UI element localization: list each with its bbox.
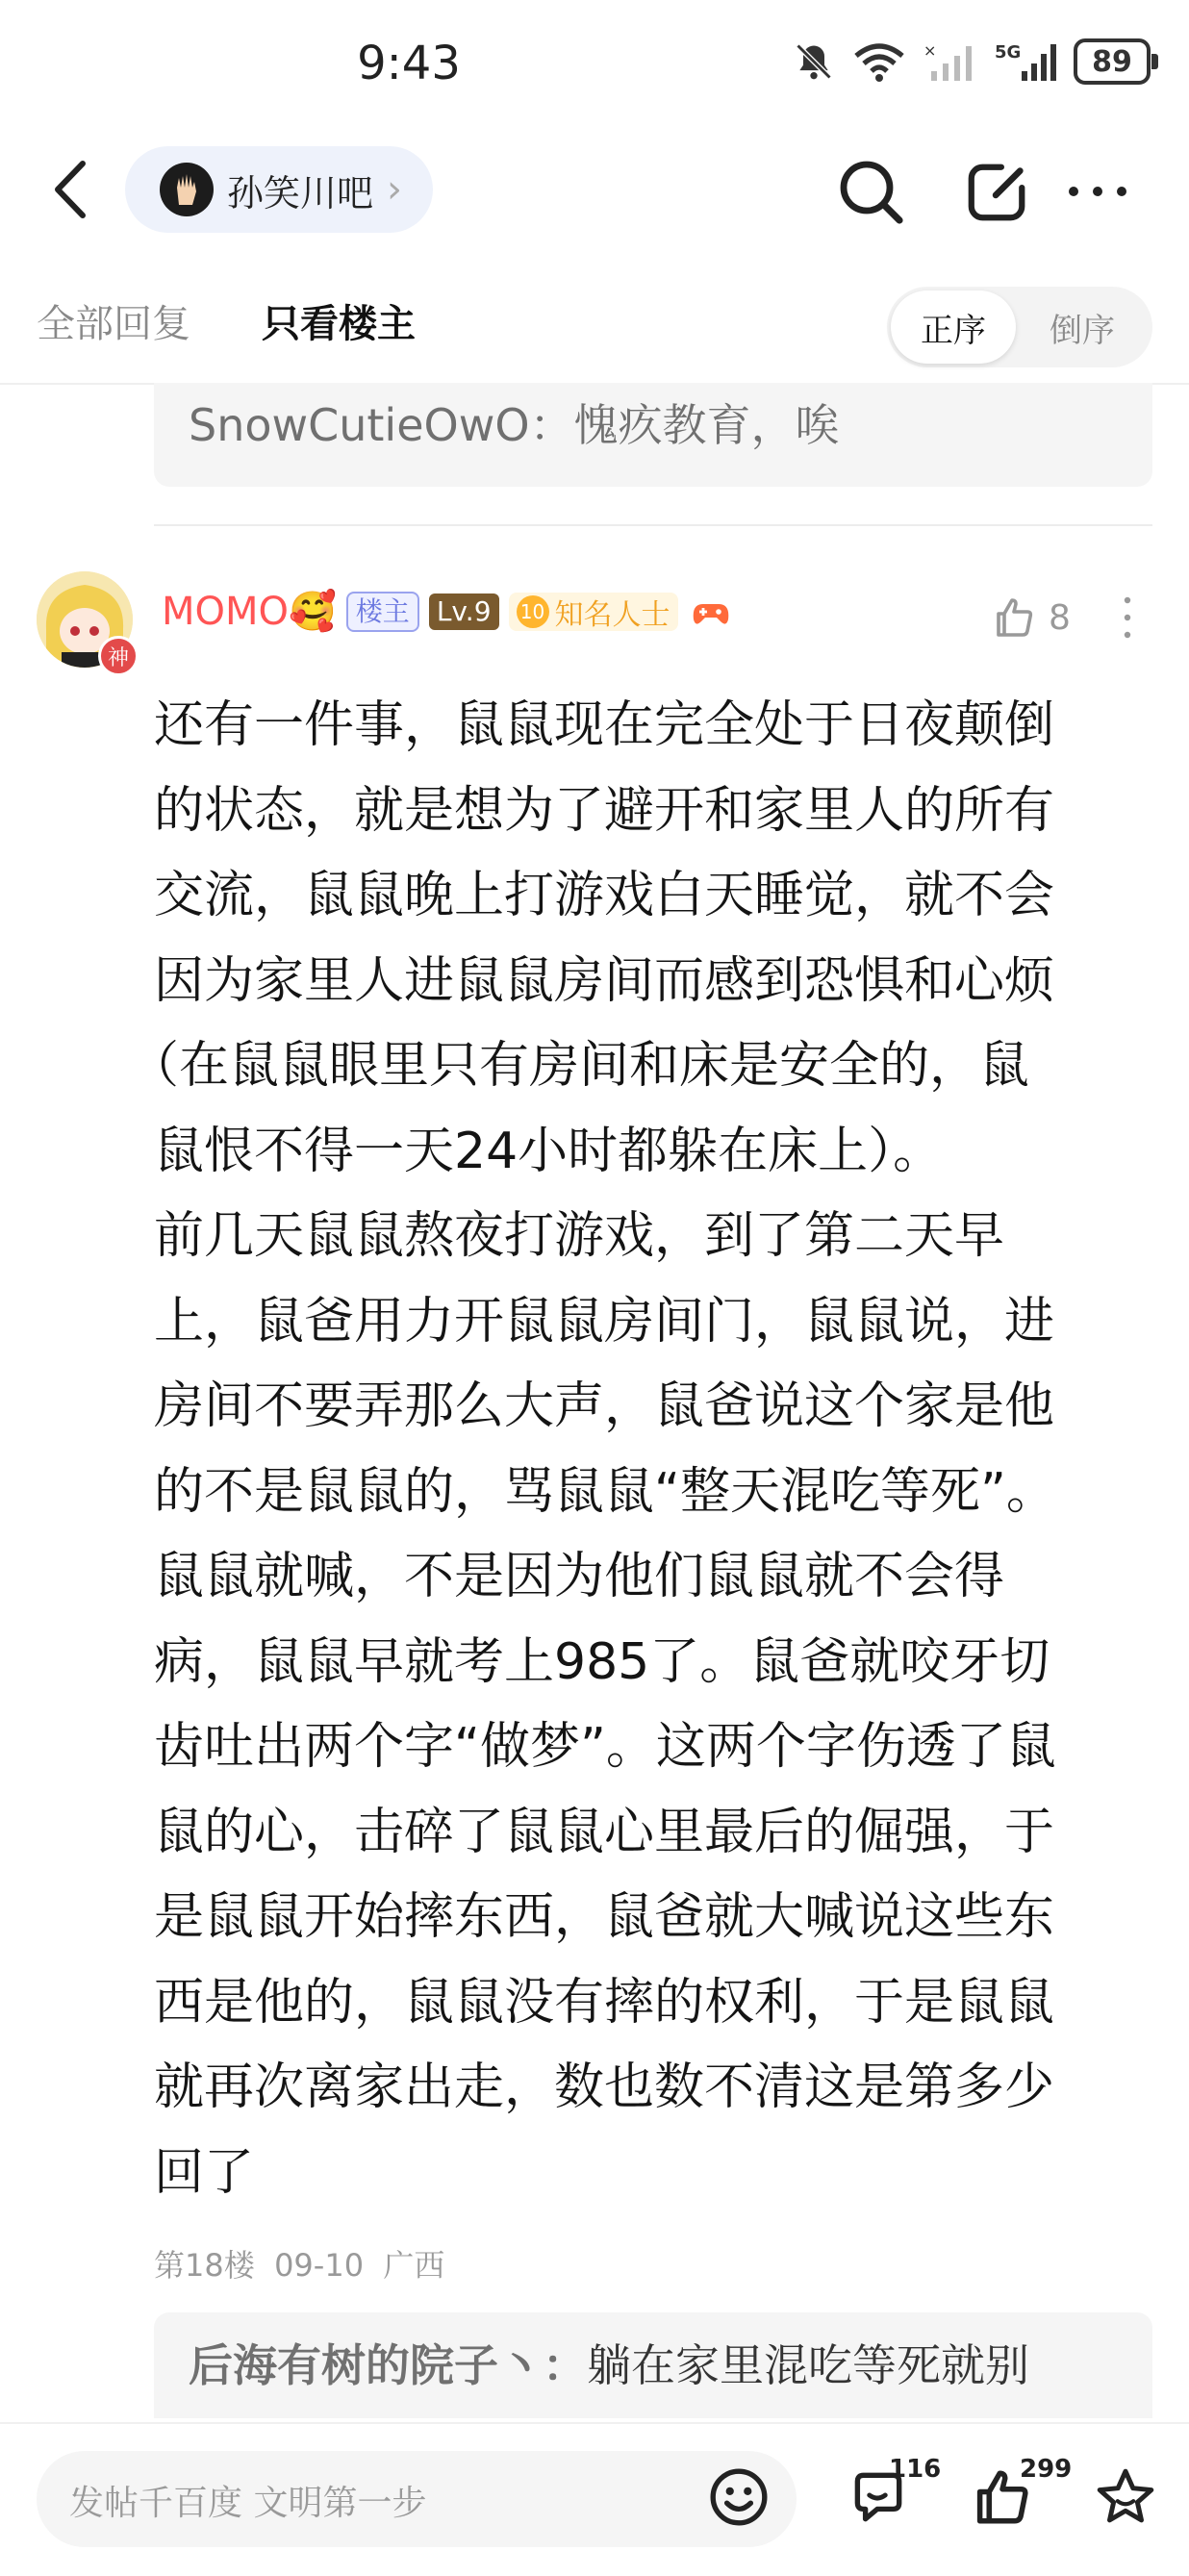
tab-owner-only[interactable]: 只看楼主 bbox=[262, 302, 416, 346]
more-vertical-icon bbox=[1116, 594, 1139, 643]
post-line: 房间不要弄那么大声，鼠爸说这个家是他 bbox=[154, 1377, 1055, 1435]
post-line: 还有一件事，鼠鼠现在完全处于日夜颠倒 bbox=[154, 696, 1055, 754]
post-line: 鼠鼠就喊，不是因为他们鼠鼠就不会得 bbox=[154, 1548, 1005, 1605]
sub-reply-author[interactable]: 后海有树的院子丶： bbox=[189, 2339, 587, 2391]
sub-reply-previous[interactable]: SnowCutieOwO：愧疚教育，唉 bbox=[154, 383, 1152, 487]
post-like-count: 8 bbox=[1049, 597, 1071, 638]
post-line: 的状态，就是想为了避开和家里人的所有 bbox=[154, 781, 1055, 840]
fame-title: 知名人士 bbox=[554, 597, 670, 632]
emoji-button[interactable] bbox=[700, 2459, 777, 2536]
post-content bbox=[129, 683, 1154, 2215]
sub-reply-next[interactable] bbox=[154, 2312, 1152, 2418]
status-time: 9:43 bbox=[357, 37, 461, 90]
wifi-icon bbox=[852, 40, 906, 83]
comment-count: 116 bbox=[889, 2455, 942, 2484]
favorite-button[interactable] bbox=[1087, 2459, 1164, 2536]
post-more-button[interactable] bbox=[1116, 594, 1139, 643]
like-count: 299 bbox=[1020, 2455, 1073, 2484]
post-line: 前几天鼠鼠熬夜打游戏，到了第二天早 bbox=[154, 1207, 1005, 1265]
fame-badge bbox=[509, 593, 678, 631]
username[interactable]: MOMO🥰 bbox=[162, 590, 337, 634]
chevron-left-icon bbox=[42, 156, 100, 223]
signal-6g-icon bbox=[923, 40, 977, 83]
more-horizontal-icon bbox=[1064, 182, 1131, 201]
svg-text:5G: 5G bbox=[995, 42, 1022, 63]
chevron-right-icon: › bbox=[387, 167, 403, 212]
post-meta: 第18楼 09-10 广西 bbox=[154, 2247, 445, 2284]
post-line: 就再次离家出走，数也数不清这是第多少 bbox=[154, 2058, 1055, 2116]
post-line: 是鼠鼠开始摔东西，鼠爸就大喊说这些东 bbox=[154, 1888, 1055, 1946]
post-line: 鼠恨不得一天24小时都躲在床上）。 bbox=[154, 1122, 944, 1180]
status-icons bbox=[793, 38, 1151, 85]
more-button[interactable] bbox=[1060, 154, 1135, 229]
back-button[interactable] bbox=[42, 156, 100, 223]
owner-badge: 楼主 bbox=[346, 592, 419, 632]
level-badge: Lv.9 bbox=[429, 593, 499, 630]
sub-reply-text: 躺在家里混吃等死就别 bbox=[587, 2339, 1029, 2391]
mute-bell-icon bbox=[793, 40, 835, 83]
post-line: （在鼠鼠眼里只有房间和床是安全的，鼠 bbox=[129, 1037, 1030, 1095]
forum-avatar bbox=[160, 163, 214, 216]
gamepad-icon bbox=[688, 593, 734, 631]
search-button[interactable] bbox=[833, 154, 908, 229]
post-user-row bbox=[162, 589, 734, 634]
order-desc-button[interactable]: 倒序 bbox=[1050, 311, 1115, 350]
forum-name: 孙笑川吧 bbox=[227, 171, 374, 215]
tab-all-replies[interactable]: 全部回复 bbox=[37, 302, 190, 346]
post-line: 鼠的心，击碎了鼠鼠心里最后的倔强，于 bbox=[154, 1803, 1055, 1861]
post-line: 回了 bbox=[154, 2143, 255, 2202]
search-icon bbox=[836, 157, 905, 226]
star-icon bbox=[1094, 2465, 1157, 2529]
battery-icon: 89 bbox=[1074, 38, 1151, 85]
order-asc-button[interactable]: 正序 bbox=[891, 290, 1016, 364]
signal-5g-icon bbox=[995, 40, 1056, 83]
fame-level: 10 bbox=[517, 595, 549, 628]
hand-icon bbox=[167, 170, 206, 209]
post-line: 交流，鼠鼠晚上打游戏白天睡觉，就不会 bbox=[154, 867, 1055, 924]
edit-icon bbox=[964, 158, 1031, 225]
post-line: 齿吐出两个字“做梦”。这两个字伤透了鼠 bbox=[154, 1718, 1056, 1776]
post-line: 病，鼠鼠早就考上985了。鼠爸就咬牙切 bbox=[154, 1632, 1050, 1691]
god-badge: 神 bbox=[98, 636, 139, 676]
order-toggle bbox=[887, 287, 1152, 367]
forum-chip[interactable] bbox=[125, 146, 433, 233]
emoji-icon bbox=[707, 2465, 771, 2529]
post-like-button[interactable] bbox=[991, 594, 1071, 641]
thumbs-up-icon bbox=[991, 594, 1037, 641]
svg-text:×: × bbox=[923, 41, 937, 60]
edit-button[interactable] bbox=[960, 154, 1035, 229]
post-divider bbox=[154, 524, 1152, 526]
post-line: 西是他的，鼠鼠没有摔的权利，于是鼠鼠 bbox=[154, 1973, 1055, 2032]
post-line: 的不是鼠鼠的，骂鼠鼠“整天混吃等死”。 bbox=[154, 1462, 1056, 1521]
post-line: 上，鼠爸用力开鼠鼠房间门，鼠鼠说，进 bbox=[154, 1292, 1055, 1351]
post-line: 因为家里人进鼠鼠房间而感到恐惧和心烦 bbox=[154, 951, 1055, 1010]
reply-input-placeholder: 发帖千百度 文明第一步 bbox=[69, 2484, 427, 2523]
